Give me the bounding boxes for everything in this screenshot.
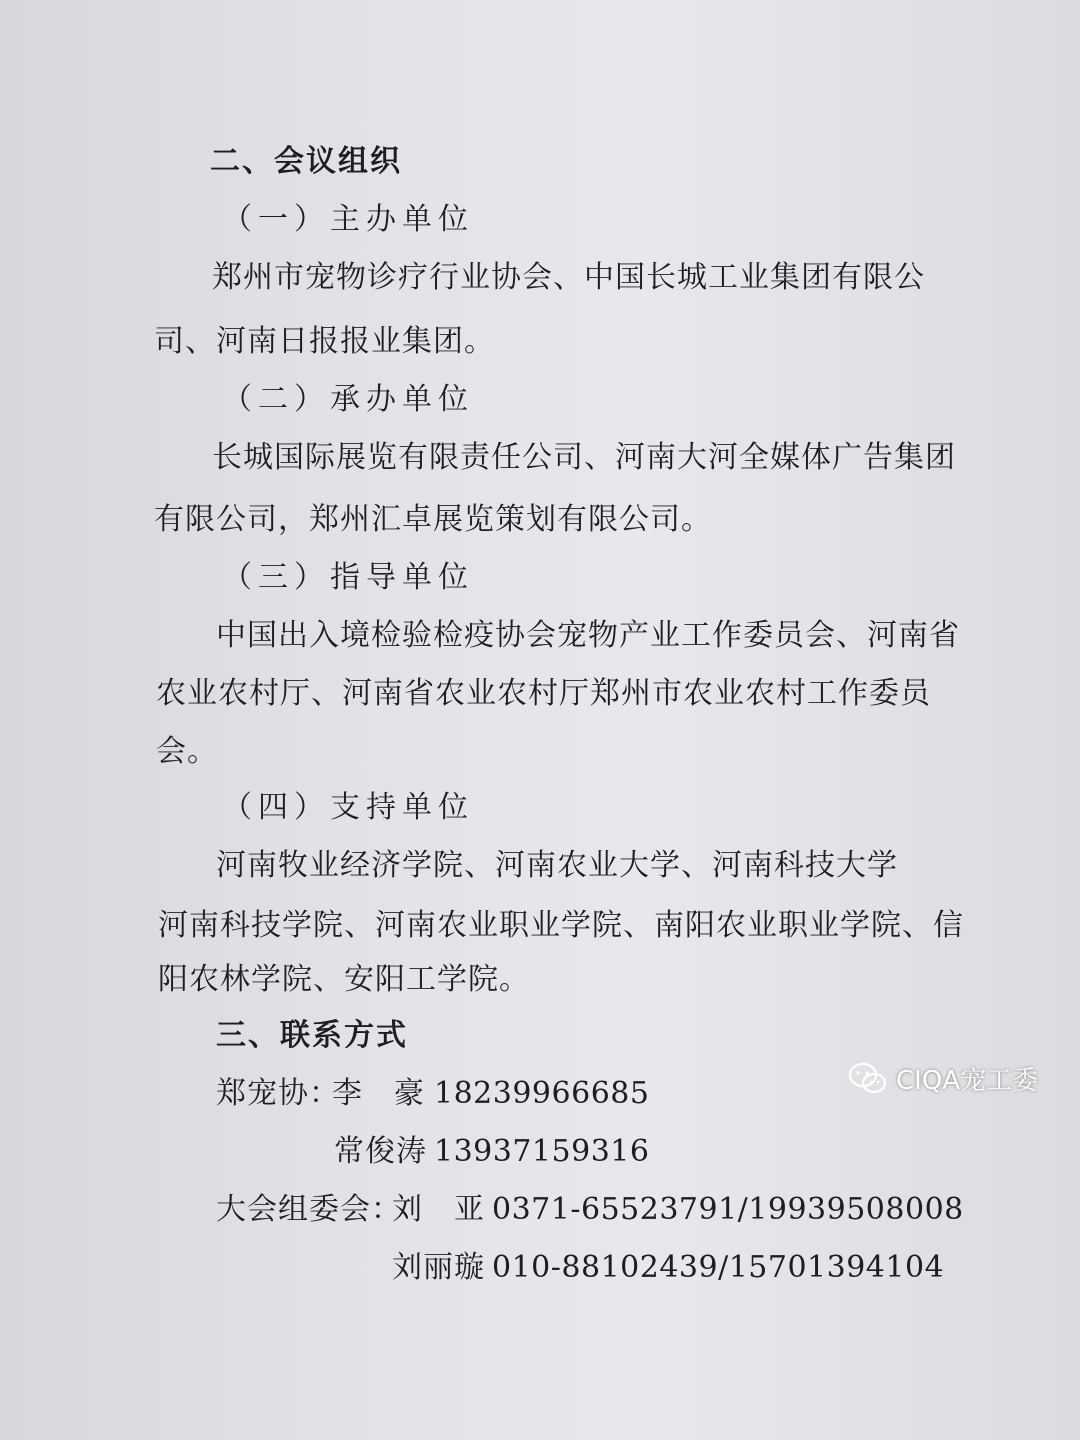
- contact-org-zhengchongxie: 郑宠协：: [216, 1076, 340, 1111]
- guidance-line-1: 中国出入境检验检疫协会宠物产业工作委员会、河南省: [216, 618, 960, 653]
- undertaker-line-2: 有限公司，郑州汇卓展览策划有限公司。: [154, 502, 712, 537]
- undertaker-line-1: 长城国际展览有限责任公司、河南大河全媒体广告集团: [212, 440, 956, 475]
- contact-phone-2: 13937159316: [434, 1134, 650, 1169]
- wechat-watermark: [848, 1060, 1038, 1097]
- section-title-contact: 三、联系方式: [216, 1018, 408, 1053]
- guidance-line-2: 农业农村厅、河南省农业农村厅郑州市农业农村工作委员: [156, 676, 931, 711]
- contact-name-1: 李 豪: [332, 1076, 425, 1111]
- wechat-icon: [848, 1061, 888, 1097]
- support-line-1: 河南牧业经济学院、河南农业大学、河南科技大学: [216, 848, 898, 883]
- support-line-2: 河南科技学院、河南农业职业学院、南阳农业职业学院、信: [158, 908, 964, 943]
- contact-name-4: 刘丽璇: [392, 1250, 485, 1285]
- guidance-line-3: 会。: [156, 734, 218, 769]
- contact-name-2: 常俊涛: [334, 1134, 427, 1169]
- organizer-line-2: 司、河南日报报业集团。: [154, 324, 495, 359]
- watermark-text: CIQA宠工委: [896, 1066, 1039, 1096]
- contact-org-committee: 大会组委会：: [216, 1192, 402, 1227]
- contact-phone-1: 18239966685: [434, 1076, 650, 1111]
- contact-name-3: 刘 亚: [392, 1192, 485, 1227]
- support-heading: （四）支持单位: [222, 790, 474, 825]
- guidance-heading: （三）指导单位: [222, 560, 474, 595]
- support-line-3: 阳农林学院、安阳工学院。: [158, 962, 530, 997]
- organizer-heading: （一）主办单位: [222, 202, 474, 237]
- section-title-meeting-organization: 二、会议组织: [210, 144, 402, 179]
- contact-phone-3: 0371-65523791/19939508008: [492, 1192, 964, 1227]
- organizer-line-1: 郑州市宠物诊疗行业协会、中国长城工业集团有限公: [212, 260, 925, 295]
- undertaker-heading: （二）承办单位: [222, 382, 474, 417]
- contact-phone-4: 010-88102439/15701394104: [492, 1250, 945, 1285]
